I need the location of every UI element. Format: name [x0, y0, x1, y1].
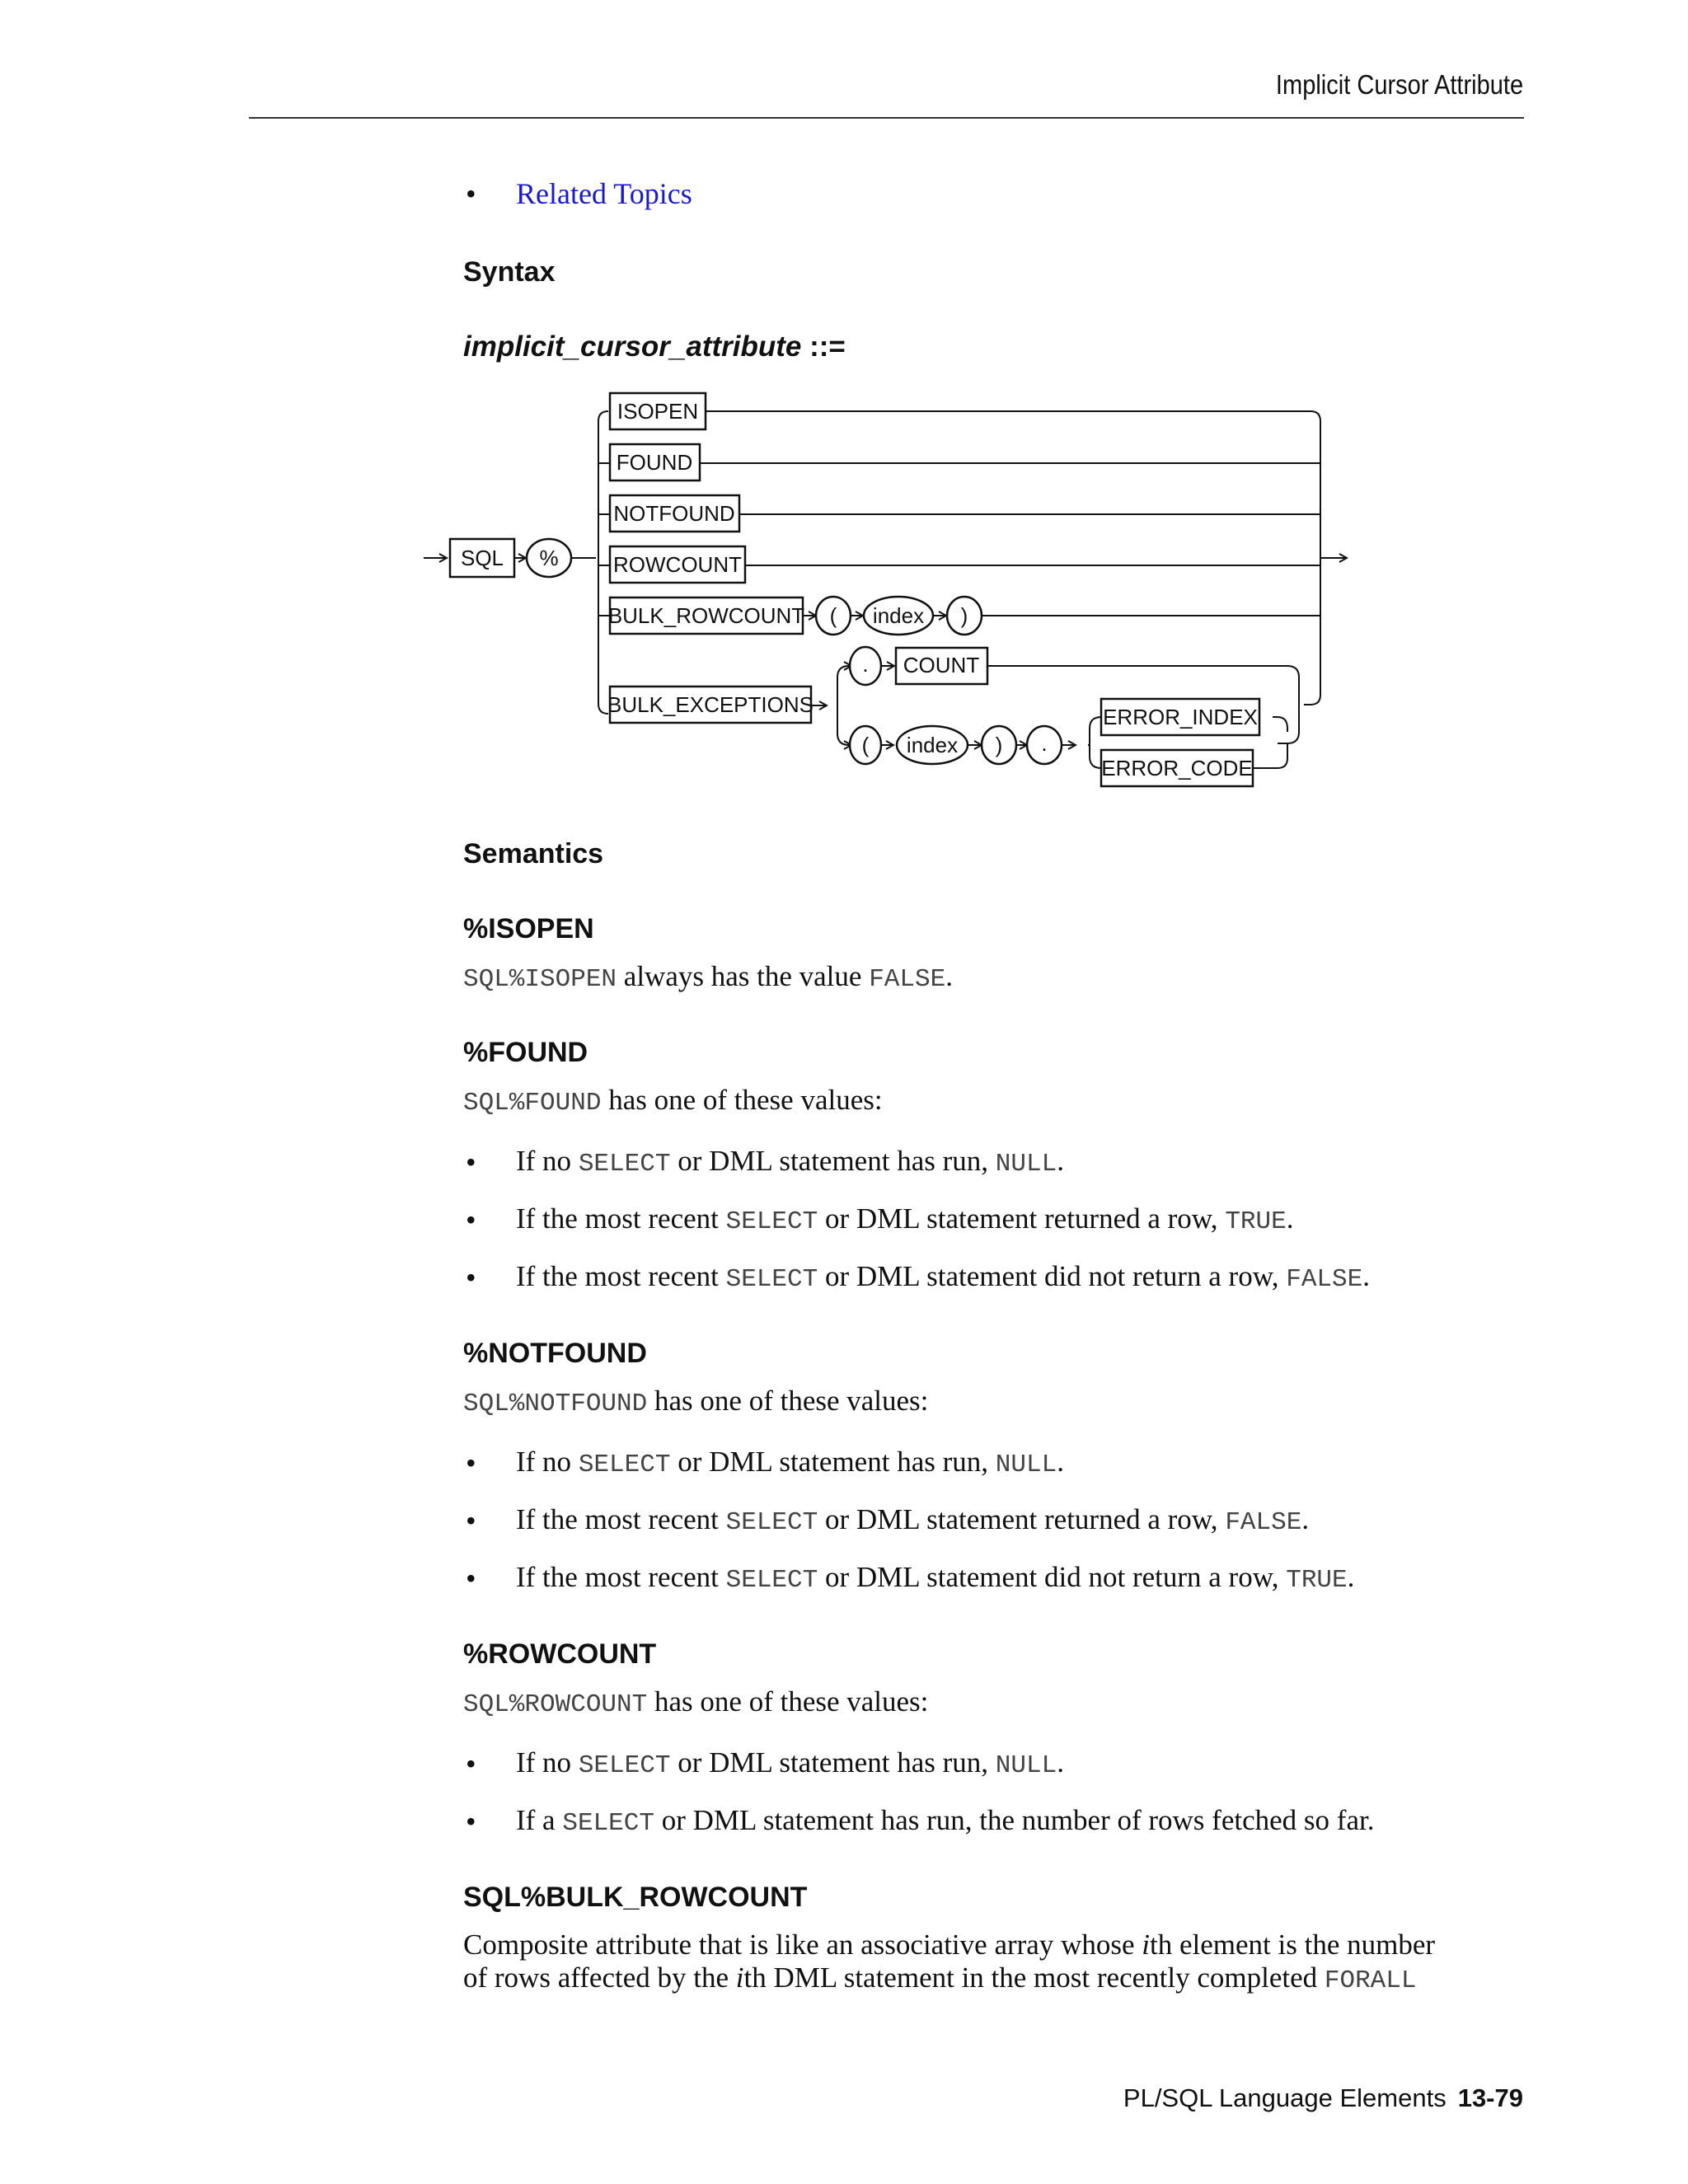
- production-name: implicit_cursor_attribute: [463, 330, 802, 363]
- text: has one of these values:: [647, 1385, 929, 1417]
- code: FORALL: [1324, 1966, 1417, 1995]
- text: If the most recent: [516, 1503, 726, 1535]
- text: has one of these values:: [601, 1084, 883, 1116]
- diagram-error-index: ERROR_INDEX: [1103, 705, 1258, 729]
- text: .: [1057, 1145, 1064, 1177]
- diagram-lparen-2: (: [861, 733, 870, 757]
- syntax-heading: Syntax: [463, 256, 556, 288]
- diagram-error-code: ERROR_CODE: [1101, 756, 1253, 780]
- diagram-rparen: ): [960, 603, 968, 628]
- diagram-bulk-rowcount: BULK_ROWCOUNT: [607, 603, 805, 628]
- code: SELECT: [725, 1207, 818, 1236]
- text: always has the value: [617, 960, 870, 992]
- production-operator: ::=: [801, 330, 846, 363]
- bulk-rowcount-line-2: [463, 1961, 1416, 1998]
- text: or DML statement has run,: [670, 1145, 996, 1177]
- bullet-icon: •: [466, 1446, 476, 1479]
- text: th DML statement in the most recently completed: [743, 1961, 1325, 1994]
- bullet-icon: •: [466, 1805, 476, 1838]
- text: or DML statement has run,: [670, 1446, 996, 1478]
- bulk-rowcount-heading: SQL%BULK_ROWCOUNT: [463, 1882, 808, 1913]
- page-number: 13-79: [1457, 2083, 1523, 2112]
- list-item: [516, 1260, 1370, 1296]
- isopen-heading: %ISOPEN: [463, 913, 594, 944]
- text: .: [1362, 1260, 1370, 1292]
- code: TRUE: [1286, 1566, 1348, 1595]
- text: or DML statement returned a row,: [818, 1503, 1226, 1535]
- list-item: [516, 1145, 1064, 1181]
- text: If the most recent: [516, 1202, 726, 1235]
- code: NULL: [995, 1451, 1057, 1479]
- isopen-paragraph: [463, 960, 953, 996]
- diagram-dot-1: .: [862, 652, 869, 677]
- list-item: [516, 1561, 1354, 1597]
- text: or DML statement returned a row,: [818, 1202, 1226, 1235]
- diagram-sql: SQL: [460, 546, 504, 570]
- syntax-diagram: [0, 0, 1688, 824]
- list-item: [516, 1446, 1064, 1482]
- bullet-icon: •: [466, 1203, 476, 1236]
- text: th element is the number: [1150, 1929, 1436, 1961]
- text: If no: [516, 1446, 579, 1478]
- diagram-rparen-2: ): [995, 733, 1003, 757]
- found-heading: %FOUND: [463, 1037, 588, 1068]
- code: NULL: [995, 1751, 1057, 1780]
- code: SELECT: [725, 1265, 818, 1294]
- text: .: [1301, 1503, 1310, 1535]
- text: If no: [516, 1145, 579, 1177]
- code: TRUE: [1225, 1207, 1287, 1236]
- bulk-rowcount-line-1: [463, 1929, 1435, 1961]
- text: .: [945, 960, 953, 992]
- text: .: [1057, 1446, 1064, 1478]
- text: If the most recent: [516, 1260, 726, 1292]
- diagram-index: index: [872, 603, 925, 628]
- diagram-notfound: NOTFOUND: [613, 501, 735, 526]
- diagram-bulk-exceptions: BULK_EXCEPTIONS: [607, 692, 814, 717]
- text: If no: [516, 1746, 579, 1779]
- diagram-rowcount: ROWCOUNT: [613, 552, 742, 577]
- text: If a: [516, 1804, 563, 1836]
- text: has one of these values:: [647, 1685, 929, 1718]
- code: NULL: [995, 1150, 1057, 1179]
- code: SELECT: [578, 1751, 671, 1780]
- text: .: [1286, 1202, 1294, 1235]
- rowcount-paragraph: [463, 1685, 928, 1722]
- italic-text: i: [1142, 1929, 1150, 1961]
- diagram-count: COUNT: [903, 653, 980, 677]
- text: or DML statement did not return a row,: [818, 1260, 1287, 1292]
- code: SELECT: [578, 1150, 671, 1179]
- code: SELECT: [725, 1566, 818, 1595]
- diagram-lparen: (: [829, 603, 837, 628]
- code: SELECT: [578, 1451, 671, 1479]
- diagram-found: FOUND: [616, 450, 693, 475]
- text: or DML statement has run,: [670, 1746, 996, 1779]
- list-item: [516, 1503, 1309, 1540]
- code: SELECT: [725, 1508, 818, 1537]
- list-item: [516, 1804, 1374, 1840]
- code: SQL%ROWCOUNT: [463, 1690, 648, 1719]
- diagram-percent: %: [539, 546, 559, 570]
- bullet-icon: •: [466, 1747, 476, 1780]
- rowcount-heading: %ROWCOUNT: [463, 1638, 657, 1670]
- code: FALSE: [1225, 1508, 1302, 1537]
- notfound-paragraph: [463, 1385, 928, 1421]
- code: FALSE: [1286, 1265, 1363, 1294]
- text: of rows affected by the: [463, 1961, 736, 1994]
- text: .: [1057, 1746, 1064, 1779]
- bullet-icon: •: [466, 1504, 476, 1537]
- text: Composite attribute that is like an associative array whose: [463, 1929, 1142, 1961]
- bullet-icon: •: [466, 1146, 476, 1179]
- bullet-icon: •: [466, 1562, 476, 1595]
- page-footer: [1123, 2083, 1523, 2113]
- text: or DML statement has run, the number of rows fetched so far.: [654, 1804, 1375, 1836]
- diagram-isopen: ISOPEN: [617, 399, 699, 424]
- related-topics-link[interactable]: Related Topics: [516, 177, 692, 210]
- code: FALSE: [869, 965, 946, 994]
- diagram-dot-2: .: [1041, 731, 1048, 756]
- code: SQL%FOUND: [463, 1089, 602, 1118]
- notfound-heading: %NOTFOUND: [463, 1338, 647, 1369]
- running-header: Implicit Cursor Attribute: [1275, 69, 1523, 100]
- list-item: [516, 1202, 1293, 1239]
- list-item: [516, 1746, 1064, 1783]
- text: .: [1347, 1561, 1355, 1593]
- code: SELECT: [562, 1809, 654, 1838]
- found-paragraph: [463, 1084, 883, 1120]
- code: SQL%NOTFOUND: [463, 1390, 648, 1418]
- semantics-heading: Semantics: [463, 838, 604, 869]
- italic-text: i: [735, 1961, 744, 1994]
- diagram-index-2: index: [906, 733, 959, 757]
- text: or DML statement did not return a row,: [818, 1561, 1287, 1593]
- footer-section: PL/SQL Language Elements: [1123, 2083, 1447, 2112]
- code: SQL%ISOPEN: [463, 965, 617, 994]
- bullet-icon: •: [466, 177, 476, 210]
- text: If the most recent: [516, 1561, 726, 1593]
- bullet-icon: •: [466, 1261, 476, 1294]
